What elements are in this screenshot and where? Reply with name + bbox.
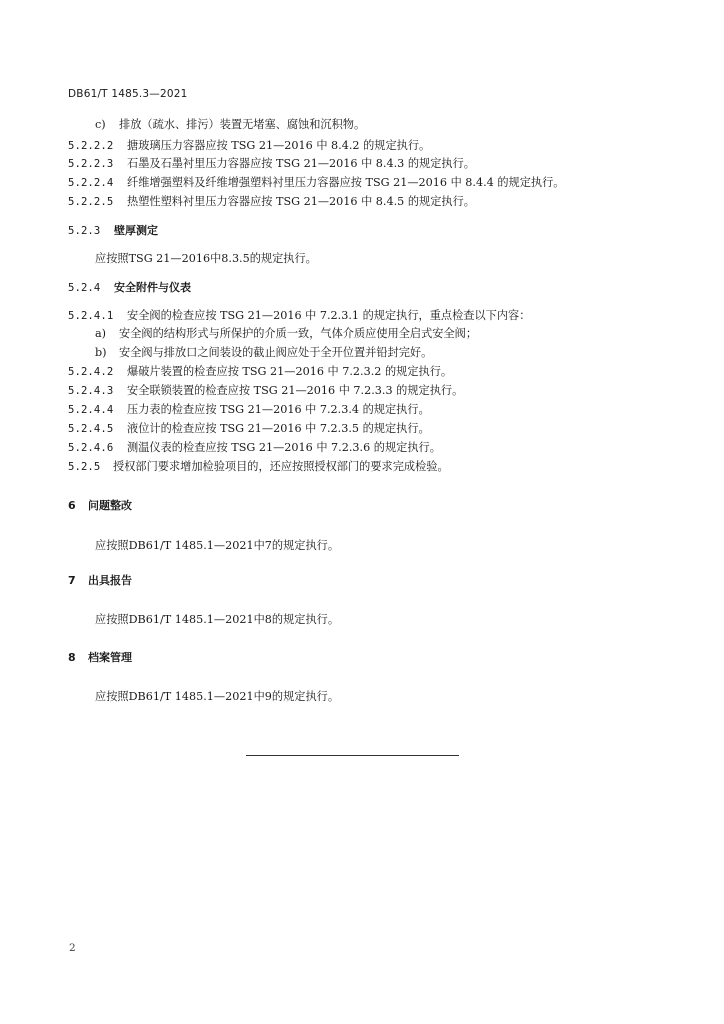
clause-5-2-2-5 <box>68 196 475 208</box>
clause-number: 5.2.2.5 <box>68 196 114 208</box>
clause-number: 5.2.4.4 <box>68 404 114 416</box>
end-of-document-rule <box>246 755 459 756</box>
list-label: b) <box>95 346 107 359</box>
clause-5-2-2-3 <box>68 158 475 170</box>
clause-number: 5.2.4.1 <box>68 310 114 322</box>
list-item-b <box>95 347 432 358</box>
clause-number: 5.2.4.6 <box>68 442 114 454</box>
clause-text: 安全联锁装置的检查应按 TSG 21—2016 中 7.2.3.3 的规定执行。 <box>127 384 464 397</box>
clause-number: 5.2.4.5 <box>68 423 114 435</box>
list-item-c <box>95 119 365 130</box>
clause-number: 5.2.2.4 <box>68 177 114 189</box>
section-6-heading <box>68 500 132 511</box>
section-title: 出具报告 <box>88 574 132 587</box>
clause-number: 5.2.2.2 <box>68 140 114 152</box>
clause-5-2-4-1 <box>68 310 530 322</box>
section-7-heading <box>68 575 132 586</box>
clause-text: 石墨及石墨衬里压力容器应按 TSG 21—2016 中 8.4.3 的规定执行。 <box>127 157 475 170</box>
clause-5-2-4-6 <box>68 442 441 454</box>
clause-text: 压力表的检查应按 TSG 21—2016 中 7.2.3.4 的规定执行。 <box>127 403 430 416</box>
document-id: DB61/T 1485.3—2021 <box>68 88 188 100</box>
clause-text: 热塑性塑料衬里压力容器应按 TSG 21—2016 中 8.4.5 的规定执行。 <box>127 195 475 208</box>
list-text: 排放（疏水、排污）装置无堵塞、腐蚀和沉积物。 <box>119 118 366 131</box>
section-6-body: 应按照DB61/T 1485.1—2021中7的规定执行。 <box>95 539 340 552</box>
section-number: 5.2.4 <box>68 282 101 294</box>
clause-number: 5.2.5 <box>68 461 101 473</box>
clause-text: 搪玻璃压力容器应按 TSG 21—2016 中 8.4.2 的规定执行。 <box>127 139 431 152</box>
clause-5-2-4-2 <box>68 366 452 378</box>
clause-number: 5.2.4.3 <box>68 385 114 397</box>
section-5-2-3-body: 应按照TSG 21—2016中8.3.5的规定执行。 <box>95 252 317 265</box>
list-label: a) <box>95 327 107 340</box>
section-number: 6 <box>68 499 76 512</box>
clause-number: 5.2.2.3 <box>68 158 114 170</box>
section-title: 安全附件与仪表 <box>114 281 191 294</box>
clause-text: 液位计的检查应按 TSG 21—2016 中 7.2.3.5 的规定执行。 <box>127 422 430 435</box>
clause-text: 测温仪表的检查应按 TSG 21—2016 中 7.2.3.6 的规定执行。 <box>127 441 441 454</box>
clause-5-2-2-2 <box>68 140 430 152</box>
clause-5-2-2-4 <box>68 177 564 189</box>
section-title: 问题整改 <box>88 499 132 512</box>
clause-5-2-4-5 <box>68 423 430 435</box>
section-number: 5.2.3 <box>68 225 101 237</box>
clause-5-2-5 <box>68 461 449 473</box>
page-number: 2 <box>69 942 76 954</box>
clause-text: 授权部门要求增加检验项目的，还应按照授权部门的要求完成检验。 <box>113 460 449 473</box>
list-item-a <box>95 328 477 339</box>
clause-5-2-4-3 <box>68 385 463 397</box>
section-title: 壁厚测定 <box>114 224 158 237</box>
section-number: 8 <box>68 651 76 664</box>
clause-text: 纤维增强塑料及纤维增强塑料衬里压力容器应按 TSG 21—2016 中 8.4.4 的规定执行。 <box>127 176 565 189</box>
section-5-2-3-heading <box>68 225 158 237</box>
list-label: c) <box>95 118 106 131</box>
list-text: 安全阀的结构形式与所保护的介质一致，气体介质应使用全启式安全阀； <box>119 327 478 340</box>
section-8-body: 应按照DB61/T 1485.1—2021中9的规定执行。 <box>95 690 340 703</box>
section-title: 档案管理 <box>88 651 132 664</box>
clause-number: 5.2.4.2 <box>68 366 114 378</box>
section-7-body: 应按照DB61/T 1485.1—2021中8的规定执行。 <box>95 613 340 626</box>
clause-5-2-4-4 <box>68 404 430 416</box>
section-number: 7 <box>68 574 76 587</box>
section-8-heading <box>68 652 132 663</box>
clause-text: 安全阀的检查应按 TSG 21—2016 中 7.2.3.1 的规定执行，重点检查以下内容： <box>127 309 531 322</box>
section-5-2-4-heading <box>68 282 191 294</box>
clause-text: 爆破片装置的检查应按 TSG 21—2016 中 7.2.3.2 的规定执行。 <box>127 365 453 378</box>
list-text: 安全阀与排放口之间装设的截止阀应处于全开位置并铅封完好。 <box>119 346 433 359</box>
